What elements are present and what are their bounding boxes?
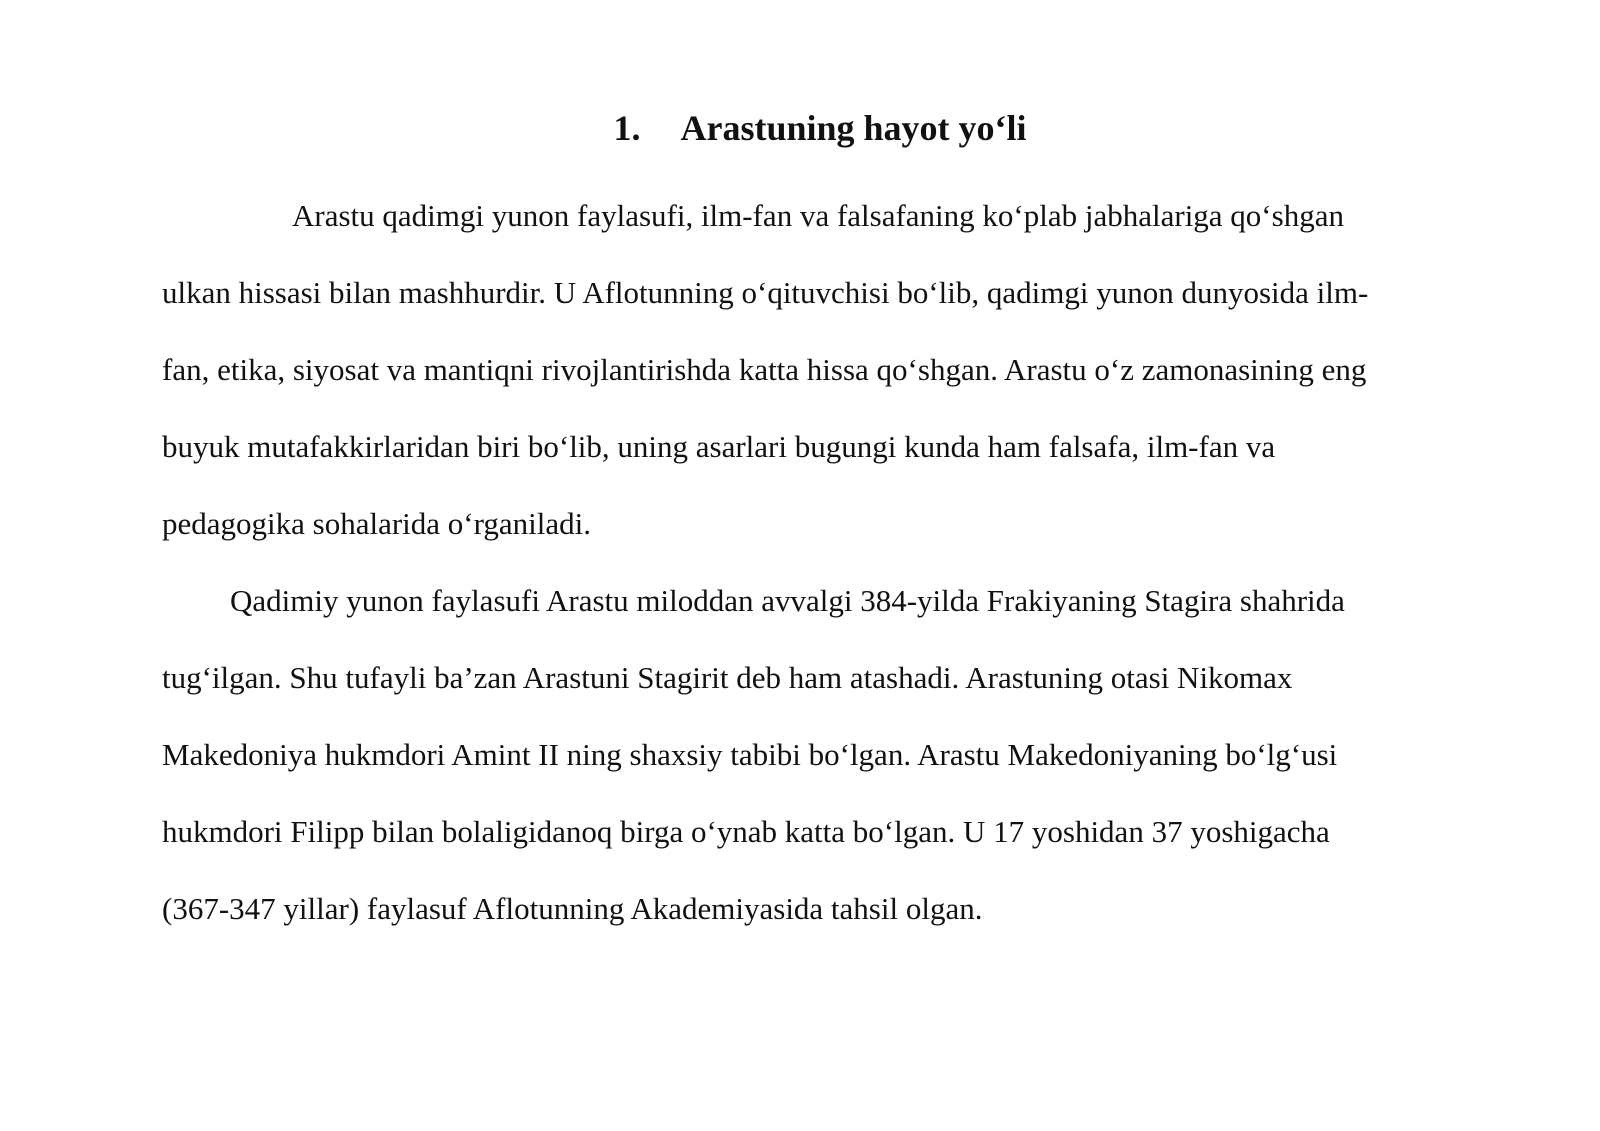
paragraph-line: buyuk mutafakkirlaridan biri bo‘lib, uning asarlari bugungi kunda ham falsafa, ilm-fan va (162, 429, 1276, 464)
section-title: Arastuning hayot yo‘li (680, 108, 1027, 148)
paragraph-line: tug‘ilgan. Shu tufayli ba’zan Arastuni Stagirit deb ham atashadi. Arastuning otasi Nikomax (162, 660, 1293, 695)
section-number: 1. (613, 108, 641, 148)
paragraph-line: ulkan hissasi bilan mashhurdir. U Aflotunning o‘qituvchisi bo‘lib, qadimgi yunon dunyosida ilm- (162, 275, 1369, 310)
paragraph-line: (367-347 yillar) faylasuf Aflotunning Akademiyasida tahsil olgan. (162, 891, 983, 926)
paragraph-line: Makedoniya hukmdori Amint II ning shaxsiy tabibi bo‘lgan. Arastu Makedoniyaning bo‘lg‘usi (162, 737, 1338, 772)
section-heading (0, 106, 1600, 150)
paragraph-line: Qadimiy yunon faylasufi Arastu miloddan avvalgi 384-yilda Frakiyaning Stagira shahrida (230, 583, 1345, 618)
paragraph-line: Arastu qadimgi yunon faylasufi, ilm-fan va falsafaning ko‘plab jabhalariga qo‘shgan (292, 198, 1344, 233)
paragraph-line: fan, etika, siyosat va mantiqni rivojlantirishda katta hissa qo‘shgan. Arastu o‘z zamonasining eng (162, 352, 1367, 387)
paragraph-line: pedagogika sohalarida o‘rganiladi. (162, 506, 591, 541)
paragraph-line: hukmdori Filipp bilan bolaligidanoq birga o‘ynab katta bo‘lgan. U 17 yoshidan 37 yoshigacha (162, 814, 1330, 849)
